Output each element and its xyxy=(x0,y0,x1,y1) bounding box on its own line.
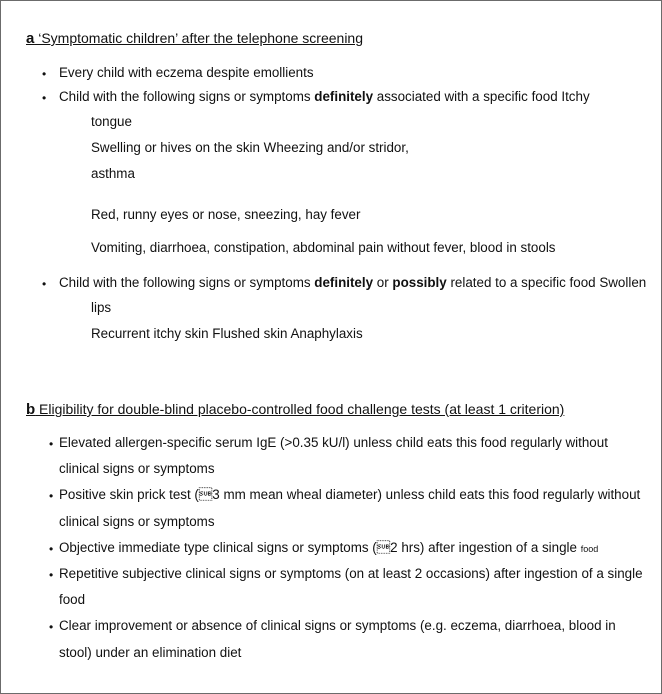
emphasis-possibly: possibly xyxy=(392,275,447,290)
section-b-item-5: Clear improvement or absence of clinical signs or symptoms (e.g. eczema, diarrhoea, blood in xyxy=(59,618,616,633)
section-b-item-1: Elevated allergen-specific serum IgE (>0.35 kU/l) unless child eats this food regularly without xyxy=(59,435,608,450)
text-run: or xyxy=(373,275,393,290)
text-run: Child with the following signs or symptoms xyxy=(59,89,315,104)
section-b-item-4-cont: food xyxy=(59,592,86,607)
section-a-item-1: Every child with eczema despite emollients xyxy=(59,65,314,80)
section-b-letter: b xyxy=(26,401,36,418)
section-b-heading xyxy=(26,401,564,418)
section-a-item-2-sub-4: Vomiting, diarrhoea, constipation, abdominal pain without fever, blood in stools xyxy=(91,240,556,255)
text-run: related to a specific food Swollen xyxy=(446,275,647,290)
section-a-item-2-sub-2: asthma xyxy=(91,166,135,181)
text-run: Child with the following signs or symptoms xyxy=(59,275,315,290)
emphasis-definitely: definitely xyxy=(314,275,374,290)
bullet: • xyxy=(42,277,47,291)
section-a-item-2 xyxy=(59,89,590,104)
bullet: • xyxy=(49,437,54,451)
section-a-letter: a xyxy=(26,30,35,47)
bullet: • xyxy=(49,620,54,634)
section-b-title: Eligibility for double-blind placebo-controlled food challenge tests (at least 1 criterion) xyxy=(35,401,565,417)
section-a-item-3-sub-1: Recurrent itchy skin Flushed skin Anaphylaxis xyxy=(91,326,363,341)
emphasis-definitely: definitely xyxy=(314,89,374,104)
section-a-title: ‘Symptomatic children’ after the telephone screening xyxy=(34,30,364,46)
section-b-item-1-cont: clinical signs or symptoms xyxy=(59,461,215,476)
text-run: associated with a specific food Itchy xyxy=(373,89,590,104)
section-a-item-2-sub-3: Red, runny eyes or nose, sneezing, hay fever xyxy=(91,207,361,222)
bullet: • xyxy=(49,542,54,556)
text-run-small: food xyxy=(580,544,599,554)
section-b-item-2: Positive skin prick test (3 mm mean wheal diameter) unless child eats this food regularly without xyxy=(59,487,641,502)
section-a-item-2-sub-1: Swelling or hives on the skin Wheezing and/or stridor, xyxy=(91,140,409,155)
section-a-item-3-cont: lips xyxy=(91,300,112,315)
section-a-item-2-cont: tongue xyxy=(91,114,132,129)
section-a-heading xyxy=(26,30,363,47)
bullet: • xyxy=(49,568,54,582)
bullet: • xyxy=(49,489,54,503)
section-b-item-3 xyxy=(59,540,598,555)
section-b-item-4: Repetitive subjective clinical signs or symptoms (on at least 2 occasions) after ingestion of a single xyxy=(59,566,643,581)
bullet: • xyxy=(42,67,47,81)
section-a-item-3 xyxy=(59,275,646,290)
section-b-item-2-cont: clinical signs or symptoms xyxy=(59,514,215,529)
bullet: • xyxy=(42,91,47,105)
section-b-item-5-cont: stool) under an elimination diet xyxy=(59,645,242,660)
text-run: Objective immediate type clinical signs or symptoms (2 hrs) after ingestion of a single xyxy=(59,540,581,555)
